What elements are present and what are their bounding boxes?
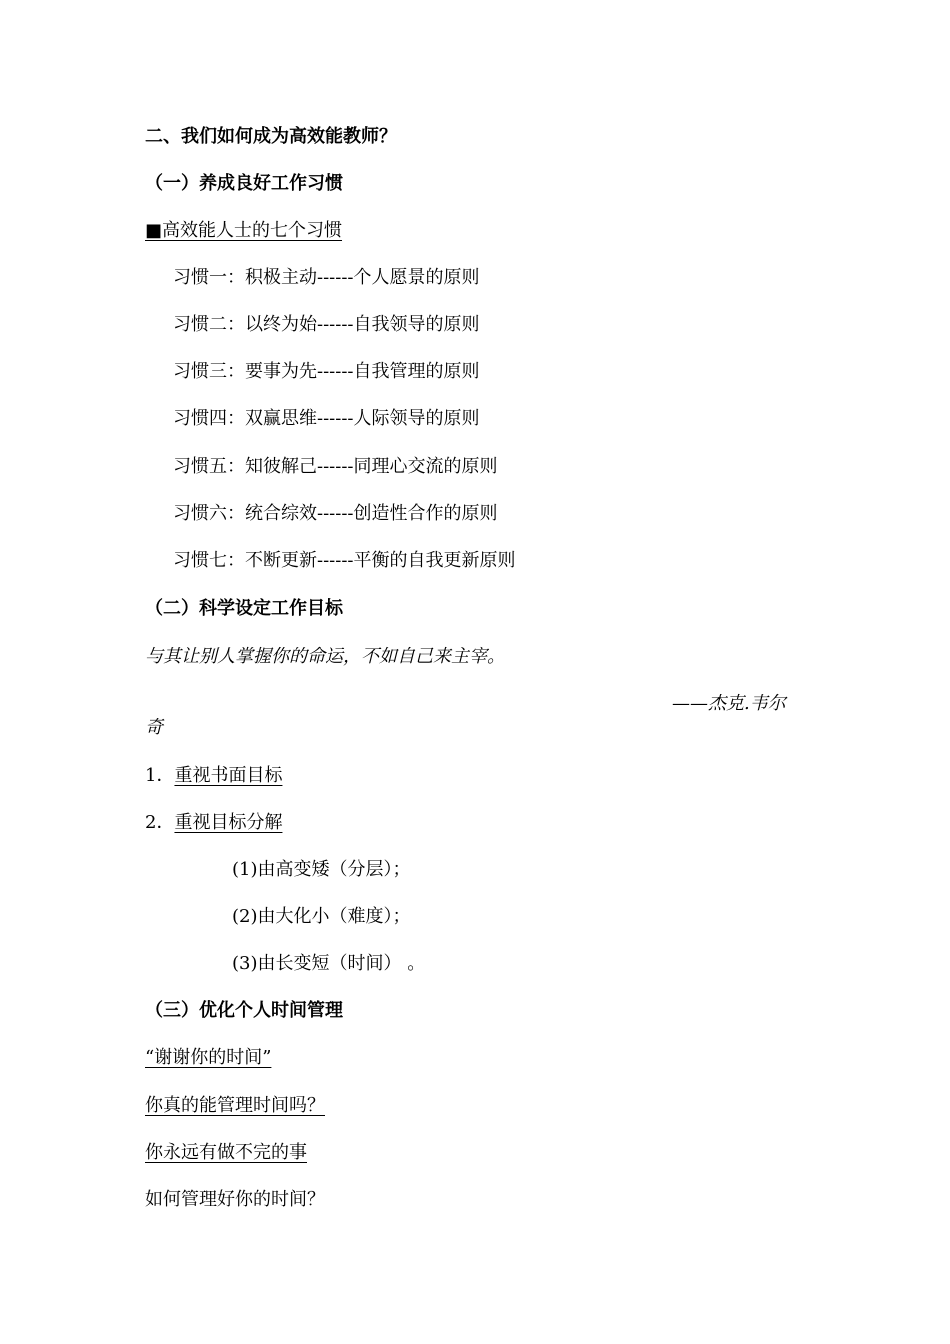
part1-heading: （一）养成良好工作习惯 — [145, 173, 343, 194]
habit-6: 习惯六：统合综效------创造性合作的原则 — [173, 503, 498, 524]
quote: 与其让别人掌握你的命运，不如自己来主宰。 — [145, 646, 505, 667]
goal-item-2 — [145, 811, 282, 835]
habits-subheading: ■高效能人士的七个习惯 — [145, 220, 343, 241]
goal-subitem-3: (3)由长变短（时间） 。 — [232, 953, 426, 974]
goal-item-1 — [145, 764, 282, 788]
section-title: 二、我们如何成为高效能教师？ — [145, 126, 397, 147]
time-line-4: 如何管理好你的时间？ — [145, 1189, 325, 1210]
habit-1: 习惯一：积极主动------个人愿景的原则 — [173, 267, 480, 288]
part2-heading: （二）科学设定工作目标 — [145, 598, 343, 619]
part3-heading: （三）优化个人时间管理 — [145, 1000, 343, 1021]
time-line-3: 你永远有做不完的事 — [145, 1142, 307, 1163]
quote-attribution: ——杰克.韦尔 — [672, 693, 786, 714]
goal-item-number: 2． — [145, 812, 175, 833]
habit-7: 习惯七：不断更新------平衡的自我更新原则 — [173, 550, 516, 571]
habit-3: 习惯三：要事为先------自我管理的原则 — [173, 361, 480, 382]
goal-subitem-1: (1)由高变矮（分层）； — [232, 859, 411, 880]
quote-attribution-cont: 奇 — [145, 717, 163, 738]
goal-subitem-2: (2)由大化小（难度）； — [232, 906, 411, 927]
time-line-2: 你真的能管理时间吗？ — [145, 1095, 325, 1116]
goal-item-number: 1． — [145, 765, 175, 786]
goal-item-text: 重视目标分解 — [174, 812, 283, 833]
habit-2: 习惯二：以终为始------自我领导的原则 — [173, 314, 480, 335]
habit-4: 习惯四：双赢思维------人际领导的原则 — [173, 408, 480, 429]
habit-5: 习惯五：知彼解己------同理心交流的原则 — [173, 456, 498, 477]
goal-item-text: 重视书面目标 — [174, 765, 283, 786]
time-line-1: “谢谢你的时间” — [145, 1047, 272, 1068]
